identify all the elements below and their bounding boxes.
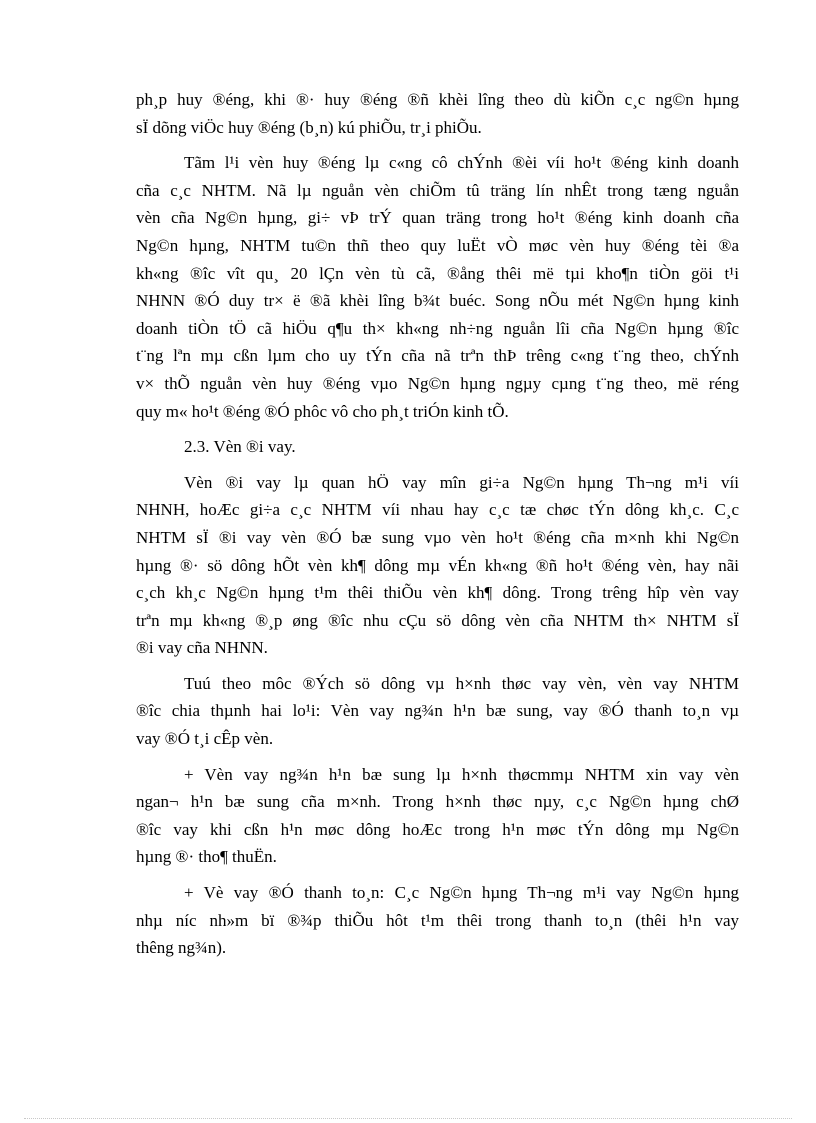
text-line: kh«ng ®îc vît qu¸ 20 lÇn vèn tù cã, ®ång thêi më tµi kho¶n tiÒn göi t¹i	[136, 263, 739, 283]
text-line: quy m« ho¹t ®éng ®Ó phôc vô cho ph¸t triÓn kinh tÕ.	[136, 401, 509, 421]
text-line: v× thÕ nguån vèn huy ®éng vµo Ng©n hµng ngµy cµng t¨ng theo, më réng	[136, 373, 739, 393]
paragraph	[136, 149, 739, 425]
text-line: NHTM sÏ ®i vay vèn ®Ó bæ sung vµo vèn ho¹t ®éng cña m×nh khi Ng©n	[136, 527, 739, 547]
paragraph	[136, 761, 739, 871]
text-line: nhµ níc nh»m bï ®¾p thiÕu hôt t¹m thêi trong thanh to¸n (thêi h¹n vay	[136, 910, 739, 930]
paragraph	[136, 670, 739, 753]
text-line: Ng©n hµng, NHTM tu©n thñ theo quy luËt vÒ møc vèn huy ®éng tèi ®a	[136, 235, 739, 255]
text-line: NHNH, hoÆc gi÷a c¸c NHTM víi nhau hay c¸c tæ chøc tÝn dông kh¸c. C¸c	[136, 500, 739, 520]
text-line: Tãm l¹i vèn huy ®éng lµ c«ng cô chÝnh ®èi víi ho¹t ®éng kinh doanh	[184, 153, 739, 173]
text-line: c¸ch kh¸c Ng©n hµng t¹m thêi thiÕu vèn kh¶ dông. Trong trêng hîp vèn vay	[136, 583, 739, 603]
paragraph	[136, 86, 739, 141]
text-line: thêng ng¾n).	[136, 938, 227, 958]
text-line: sÏ dõng viÖc huy ®éng (b¸n) kú phiÕu, tr¸i phiÕu.	[136, 117, 482, 137]
text-line: ®i vay cña NHNN.	[136, 638, 268, 658]
text-line: hµng ®· sö dông hÕt vèn kh¶ dông mµ vÉn kh«ng ®ñ ho¹t ®éng vèn, hay nãi	[136, 555, 739, 575]
paragraph	[136, 469, 739, 662]
text-line: ngan¬ h¹n bæ sung cña m×nh. Trong h×nh thøc nµy, c¸c Ng©n hµng chØ	[136, 792, 739, 812]
text-line: ph¸p huy ®éng, khi ®· huy ®éng ®ñ khèi lîng theo dù kiÕn c¸c ng©n hµng	[136, 90, 739, 109]
text-line: ®îc vay khi cßn h¹n møc dông hoÆc trong h¹n møc tÝn dông mµ Ng©n	[136, 819, 739, 839]
text-line: Vèn ®i vay lµ quan hÖ vay mîn gi÷a Ng©n hµng Th¬ng m¹i víi	[184, 472, 739, 492]
document-body	[136, 86, 739, 970]
section-heading	[136, 433, 739, 461]
page-bottom-dotted-rule	[24, 1118, 792, 1119]
text-line: doanh tiÒn tÖ cã hiÖu q¶u th× kh«ng nh÷ng nguån lîi cña Ng©n hµng ®îc	[136, 318, 739, 338]
text-line: t¨ng lªn mµ cßn lµm cho uy tÝn cña nã trªn thÞ trêng c«ng t¨ng theo, chÝnh	[136, 346, 739, 366]
text-line: vay ®Ó t¸i cÊp vèn.	[136, 729, 274, 749]
text-line: hµng ®· tho¶ thuËn.	[136, 847, 277, 867]
text-line: Tuú theo môc ®Ých sö dông vµ h×nh thøc vay vèn, vèn vay NHTM	[184, 673, 739, 693]
text-line: ®îc chia thµnh hai lo¹i: Vèn vay ng¾n h¹n bæ sung, vay ®Ó thanh to¸n vµ	[136, 701, 739, 721]
paragraph	[136, 879, 739, 962]
text-line: + Vèn vay ng¾n h¹n bæ sung lµ h×nh thøcmmµ NHTM xin vay vèn	[184, 764, 739, 784]
text-line: + Vè vay ®Ó thanh to¸n: C¸c Ng©n hµng Th¬ng m¹i vay Ng©n hµng	[184, 883, 739, 903]
text-line: trªn mµ kh«ng ®¸p øng ®îc nhu cÇu sö dông vèn cña NHTM th× NHTM sÏ	[136, 610, 739, 630]
text-line: vèn cña Ng©n hµng, gi÷ vÞ trÝ quan träng trong ho¹t ®éng kinh doanh cña	[136, 208, 739, 228]
text-line: cña c¸c NHTM. Nã lµ nguån vèn chiÕm tû träng lín nhÊt trong tæng nguån	[136, 180, 739, 200]
text-line: 2.3. Vèn ®i vay.	[184, 437, 296, 457]
text-line: NHNN ®Ó duy tr× ë ®ã khèi lîng b¾t buéc. Song nÕu mét Ng©n hµng kinh	[136, 291, 739, 311]
